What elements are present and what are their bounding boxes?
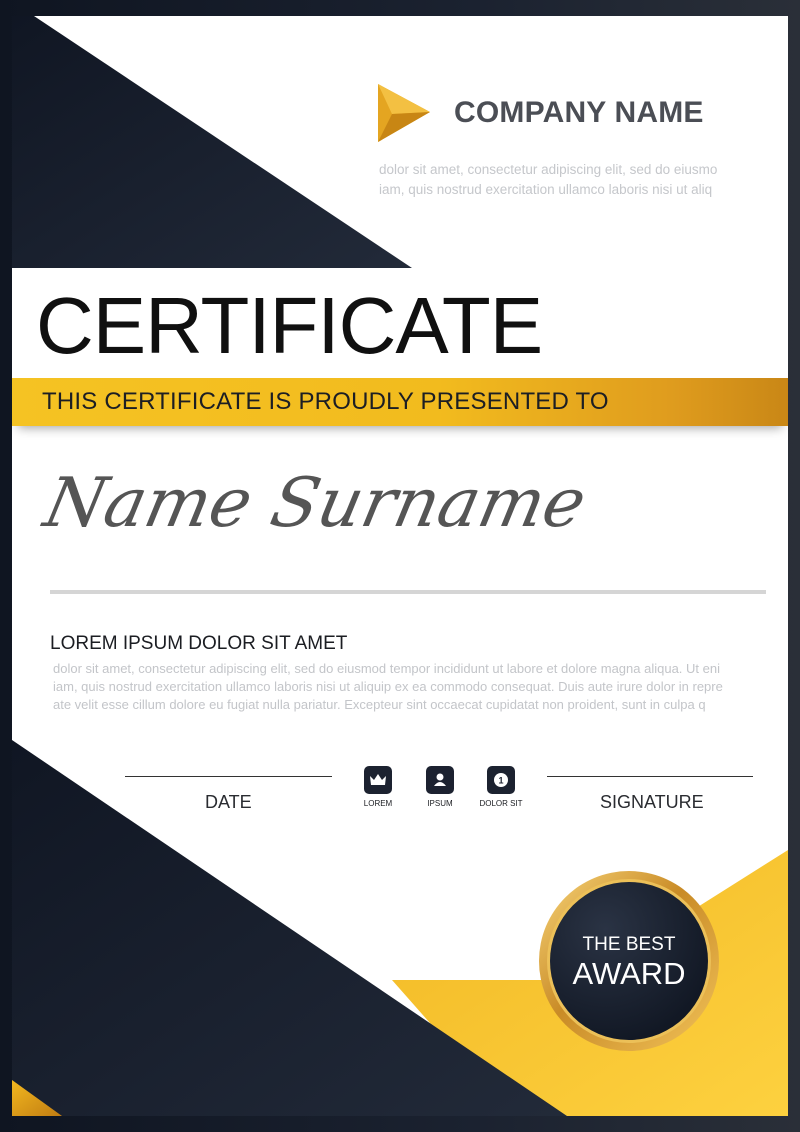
recipient-name: Name Surname [37, 464, 593, 543]
body-paragraph-line: ate velit esse cillum dolore eu fugiat nulla pariatur. Excepteur sint occaecat cupidatat non proident, sunt in culpa q [53, 697, 706, 712]
crown-icon [364, 766, 392, 794]
body-paragraph-line: dolor sit amet, consectetur adipiscing elit, sed do eiusmod tempor incididunt ut labore et dolore magna aliqua. Ut eni [53, 661, 720, 676]
icon-label-ipsum: IPSUM [427, 799, 453, 808]
icon-label-dolor-sit: DOLOR SIT [479, 799, 523, 808]
body-paragraph-line: iam, quis nostrud exercitation ullamco laboris nisi ut aliquip ex ea commodo consequat. Duis aute irure dolor in repre [53, 679, 723, 694]
certificate-paper [12, 16, 788, 1116]
signature-label: SIGNATURE [600, 792, 704, 812]
icon-label-lorem: LOREM [363, 799, 393, 808]
company-description [379, 160, 779, 200]
top-left-navy-shape [12, 16, 412, 268]
body-heading: LOREM IPSUM DOLOR SIT AMET [50, 633, 348, 654]
award-line-1: THE BEST [582, 934, 676, 955]
badge-icon [487, 766, 515, 794]
company-name: COMPANY NAME [454, 96, 704, 129]
company-logo-icon [378, 84, 438, 146]
svg-text:1: 1 [498, 775, 504, 786]
recipient-underline [50, 590, 766, 594]
presented-to-text: THIS CERTIFICATE IS PROUDLY PRESENTED TO [42, 388, 609, 415]
body-paragraph [53, 660, 765, 714]
date-line [125, 776, 332, 777]
company-description-line: dolor sit amet, consectetur adipiscing elit, sed do eiusmo [379, 162, 718, 177]
person-icon [426, 766, 454, 794]
company-description-line: iam, quis nostrud exercitation ullamco laboris nisi ut aliq [379, 182, 713, 197]
date-label: DATE [205, 792, 252, 812]
award-line-2: AWARD [572, 956, 686, 991]
certificate-title: CERTIFICATE [36, 281, 543, 370]
signature-line [547, 776, 753, 777]
presented-to-band [12, 378, 788, 426]
